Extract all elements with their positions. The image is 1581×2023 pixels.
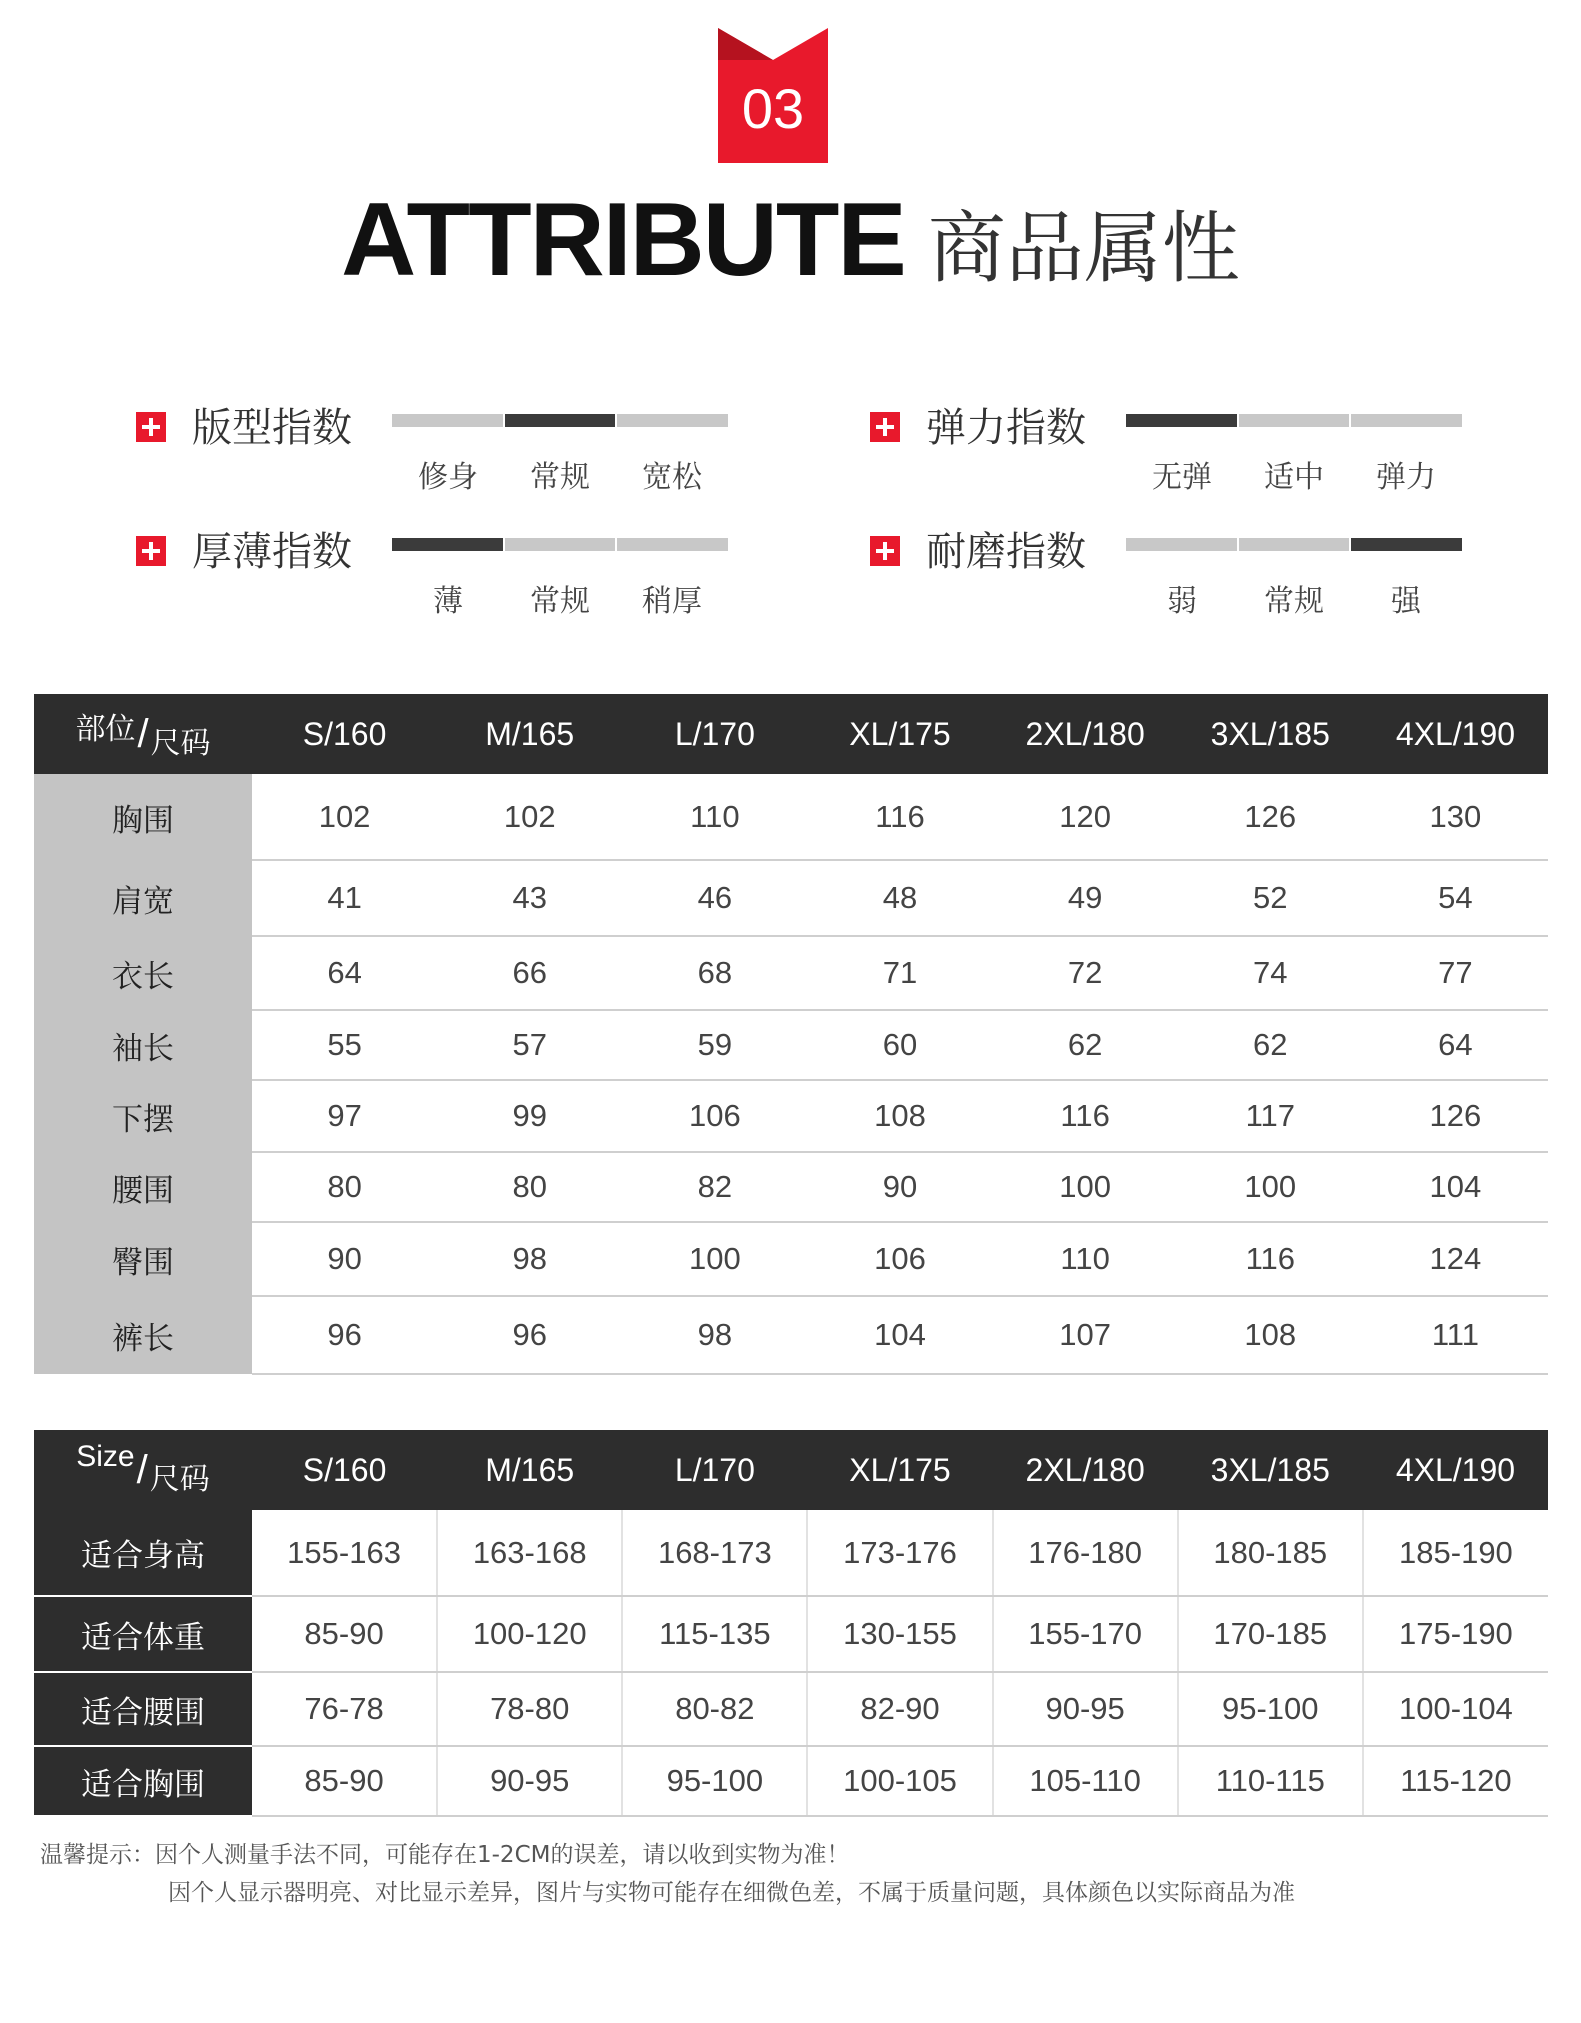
table-cell: 130 <box>1363 774 1548 860</box>
index-wear-resistance <box>870 526 1490 646</box>
index-bar-segment <box>1126 538 1237 551</box>
table-cell: 102 <box>252 774 437 860</box>
index-bar-segment <box>505 414 616 427</box>
index-label: 薄 <box>433 584 463 619</box>
index-label: 适中 <box>1264 460 1324 495</box>
table-cell: 104 <box>807 1296 992 1374</box>
index-labels <box>1126 576 1462 620</box>
table-cell: 57 <box>437 1010 622 1080</box>
table-cell: 72 <box>993 936 1178 1010</box>
row-label: 腰围 <box>34 1152 252 1222</box>
plus-icon <box>136 412 166 442</box>
table-cell: 116 <box>1178 1222 1363 1296</box>
size-header: S/160 <box>252 1430 437 1510</box>
plus-icon <box>870 412 900 442</box>
row-label: 适合体重 <box>34 1596 252 1672</box>
table-cell: 104 <box>1363 1152 1548 1222</box>
table-row <box>34 1672 1548 1746</box>
tip-line: 因个人显示器明亮、对比显示差异，图片与实物可能存在细微色差，不属于质量问题，具体颜色以实际商品为准 <box>168 1880 1295 1906</box>
table-cell: 80 <box>437 1152 622 1222</box>
page-title <box>0 180 1581 330</box>
table-cell: 180-185 <box>1178 1510 1363 1596</box>
table-cell: 66 <box>437 936 622 1010</box>
table-cell: 100 <box>993 1152 1178 1222</box>
table-cell: 170-185 <box>1178 1596 1363 1672</box>
index-thickness <box>136 526 756 646</box>
table-cell: 116 <box>807 774 992 860</box>
table-header-row <box>34 694 1548 774</box>
index-label: 弹力 <box>1376 460 1436 495</box>
table-cell: 98 <box>622 1296 807 1374</box>
table-cell: 49 <box>993 860 1178 936</box>
size-header: L/170 <box>622 1430 807 1510</box>
table-cell: 76-78 <box>252 1672 437 1746</box>
row-label: 袖长 <box>34 1010 252 1080</box>
table-cell: 100-105 <box>807 1746 992 1816</box>
table-cell: 102 <box>437 774 622 860</box>
table-cell: 163-168 <box>437 1510 622 1596</box>
table-cell: 62 <box>993 1010 1178 1080</box>
table-row <box>34 1080 1548 1152</box>
row-label: 适合胸围 <box>34 1746 252 1816</box>
index-name: 弹力指数 <box>926 405 1086 451</box>
table-cell: 82 <box>622 1152 807 1222</box>
table-cell: 117 <box>1178 1080 1363 1152</box>
table-cell: 82-90 <box>807 1672 992 1746</box>
table-cell: 64 <box>252 936 437 1010</box>
table-cell: 100-104 <box>1363 1672 1548 1746</box>
index-bar-segment <box>1351 414 1462 427</box>
table-cell: 111 <box>1363 1296 1548 1374</box>
size-header: M/165 <box>437 694 622 774</box>
table-cell: 116 <box>993 1080 1178 1152</box>
table-cell: 175-190 <box>1363 1596 1548 1672</box>
table-cell: 168-173 <box>622 1510 807 1596</box>
index-bar <box>392 414 728 427</box>
table-cell: 108 <box>1178 1296 1363 1374</box>
table-cell: 90-95 <box>993 1672 1178 1746</box>
size-header: 2XL/180 <box>993 1430 1178 1510</box>
table-cell: 95-100 <box>1178 1672 1363 1746</box>
plus-icon <box>870 536 900 566</box>
index-label: 稍厚 <box>642 584 702 619</box>
table-row <box>34 1152 1548 1222</box>
tips-notice <box>40 1836 1295 1912</box>
row-label: 裤长 <box>34 1296 252 1374</box>
size-header: 3XL/185 <box>1178 694 1363 774</box>
table-cell: 97 <box>252 1080 437 1152</box>
table-cell: 98 <box>437 1222 622 1296</box>
table-cell: 55 <box>252 1010 437 1080</box>
table-cell: 124 <box>1363 1222 1548 1296</box>
table-cell: 54 <box>1363 860 1548 936</box>
table-cell: 62 <box>1178 1010 1363 1080</box>
table-cell: 85-90 <box>252 1746 437 1816</box>
index-bar-segment <box>1239 538 1350 551</box>
index-name: 耐磨指数 <box>926 529 1086 575</box>
section-number: 03 <box>741 77 805 140</box>
index-fit <box>136 402 756 522</box>
table-cell: 155-170 <box>993 1596 1178 1672</box>
size-header: 4XL/190 <box>1363 694 1548 774</box>
index-name: 厚薄指数 <box>192 529 352 575</box>
table-row <box>34 1510 1548 1596</box>
table-cell: 41 <box>252 860 437 936</box>
table-row <box>34 936 1548 1010</box>
title-chinese: 商品属性 <box>927 204 1240 294</box>
table-cell: 90 <box>807 1152 992 1222</box>
index-bar-segment <box>392 414 503 427</box>
index-labels <box>392 452 728 496</box>
table-row <box>34 1746 1548 1816</box>
row-label: 肩宽 <box>34 860 252 936</box>
table-cell: 100-120 <box>437 1596 622 1672</box>
size-header: XL/175 <box>807 694 992 774</box>
index-bar-segment <box>1239 414 1350 427</box>
size-header: 4XL/190 <box>1363 1430 1548 1510</box>
corner-label-part: Size <box>76 1439 135 1473</box>
index-elasticity <box>870 402 1490 522</box>
table-row <box>34 1596 1548 1672</box>
corner-label-part: 尺码 <box>150 726 211 760</box>
table-cell: 80 <box>252 1152 437 1222</box>
index-bar-segment <box>1351 538 1462 551</box>
table-cell: 110 <box>622 774 807 860</box>
size-header: 2XL/180 <box>993 694 1178 774</box>
table-cell: 130-155 <box>807 1596 992 1672</box>
table-row <box>34 1010 1548 1080</box>
index-bar <box>1126 414 1462 427</box>
index-labels <box>1126 452 1462 496</box>
row-label: 臀围 <box>34 1222 252 1296</box>
table-corner-header: 部位/尺码 <box>34 694 252 774</box>
table-cell: 105-110 <box>993 1746 1178 1816</box>
plus-icon <box>136 536 166 566</box>
index-bar-segment <box>617 538 728 551</box>
table-cell: 85-90 <box>252 1596 437 1672</box>
table-cell: 115-135 <box>622 1596 807 1672</box>
table-cell: 96 <box>252 1296 437 1374</box>
table-cell: 110 <box>993 1222 1178 1296</box>
size-header: S/160 <box>252 694 437 774</box>
size-header: 3XL/185 <box>1178 1430 1363 1510</box>
row-label: 衣长 <box>34 936 252 1010</box>
index-label: 常规 <box>530 460 590 495</box>
table-cell: 115-120 <box>1363 1746 1548 1816</box>
size-header: M/165 <box>437 1430 622 1510</box>
table-cell: 78-80 <box>437 1672 622 1746</box>
corner-label-part: 部位 <box>75 712 136 746</box>
table-cell: 68 <box>622 936 807 1010</box>
table-cell: 43 <box>437 860 622 936</box>
table-cell: 60 <box>807 1010 992 1080</box>
row-label: 下摆 <box>34 1080 252 1152</box>
table-row <box>34 1222 1548 1296</box>
table-cell: 71 <box>807 936 992 1010</box>
table-cell: 59 <box>622 1010 807 1080</box>
table-corner-header: Size/尺码 <box>34 1430 252 1510</box>
table-cell: 46 <box>622 860 807 936</box>
index-label: 宽松 <box>642 460 702 495</box>
corner-label-part: 尺码 <box>149 1462 210 1496</box>
title-english: ATTRIBUTE <box>341 182 905 298</box>
index-label: 无弹 <box>1152 460 1212 495</box>
table-cell: 126 <box>1363 1080 1548 1152</box>
measurement-table <box>34 694 1548 1375</box>
table-cell: 80-82 <box>622 1672 807 1746</box>
row-label: 适合身高 <box>34 1510 252 1596</box>
size-header: L/170 <box>622 694 807 774</box>
table-cell: 100 <box>622 1222 807 1296</box>
index-label: 弱 <box>1167 584 1197 619</box>
table-cell: 176-180 <box>993 1510 1178 1596</box>
size-header: XL/175 <box>807 1430 992 1510</box>
table-cell: 48 <box>807 860 992 936</box>
section-number-badge <box>718 28 828 163</box>
table-cell: 126 <box>1178 774 1363 860</box>
table-row <box>34 860 1548 936</box>
table-cell: 106 <box>622 1080 807 1152</box>
table-cell: 108 <box>807 1080 992 1152</box>
table-cell: 120 <box>993 774 1178 860</box>
table-cell: 173-176 <box>807 1510 992 1596</box>
table-cell: 96 <box>437 1296 622 1374</box>
index-labels <box>392 576 728 620</box>
index-name: 版型指数 <box>192 405 352 451</box>
index-label: 强 <box>1391 584 1421 619</box>
index-bar-segment <box>617 414 728 427</box>
table-cell: 99 <box>437 1080 622 1152</box>
table-cell: 110-115 <box>1178 1746 1363 1816</box>
table-cell: 52 <box>1178 860 1363 936</box>
index-bar-segment <box>505 538 616 551</box>
row-label: 胸围 <box>34 774 252 860</box>
index-bar-segment <box>1126 414 1237 427</box>
table-cell: 155-163 <box>252 1510 437 1596</box>
table-row <box>34 1296 1548 1374</box>
table-cell: 100 <box>1178 1152 1363 1222</box>
table-cell: 74 <box>1178 936 1363 1010</box>
table-cell: 77 <box>1363 936 1548 1010</box>
table-cell: 90 <box>252 1222 437 1296</box>
index-label: 常规 <box>1264 584 1324 619</box>
index-label: 常规 <box>530 584 590 619</box>
table-cell: 106 <box>807 1222 992 1296</box>
table-cell: 90-95 <box>437 1746 622 1816</box>
table-cell: 185-190 <box>1363 1510 1548 1596</box>
table-cell: 95-100 <box>622 1746 807 1816</box>
index-bar <box>392 538 728 551</box>
table-row <box>34 774 1548 860</box>
table-cell: 107 <box>993 1296 1178 1374</box>
row-label: 适合腰围 <box>34 1672 252 1746</box>
table-cell: 64 <box>1363 1010 1548 1080</box>
table-header-row <box>34 1430 1548 1510</box>
tip-line: 温馨提示：因个人测量手法不同，可能存在1-2CM的误差，请以收到实物为准！ <box>40 1842 850 1868</box>
fit-guide-table <box>34 1430 1548 1817</box>
index-label: 修身 <box>418 460 478 495</box>
index-bar <box>1126 538 1462 551</box>
index-bar-segment <box>392 538 503 551</box>
